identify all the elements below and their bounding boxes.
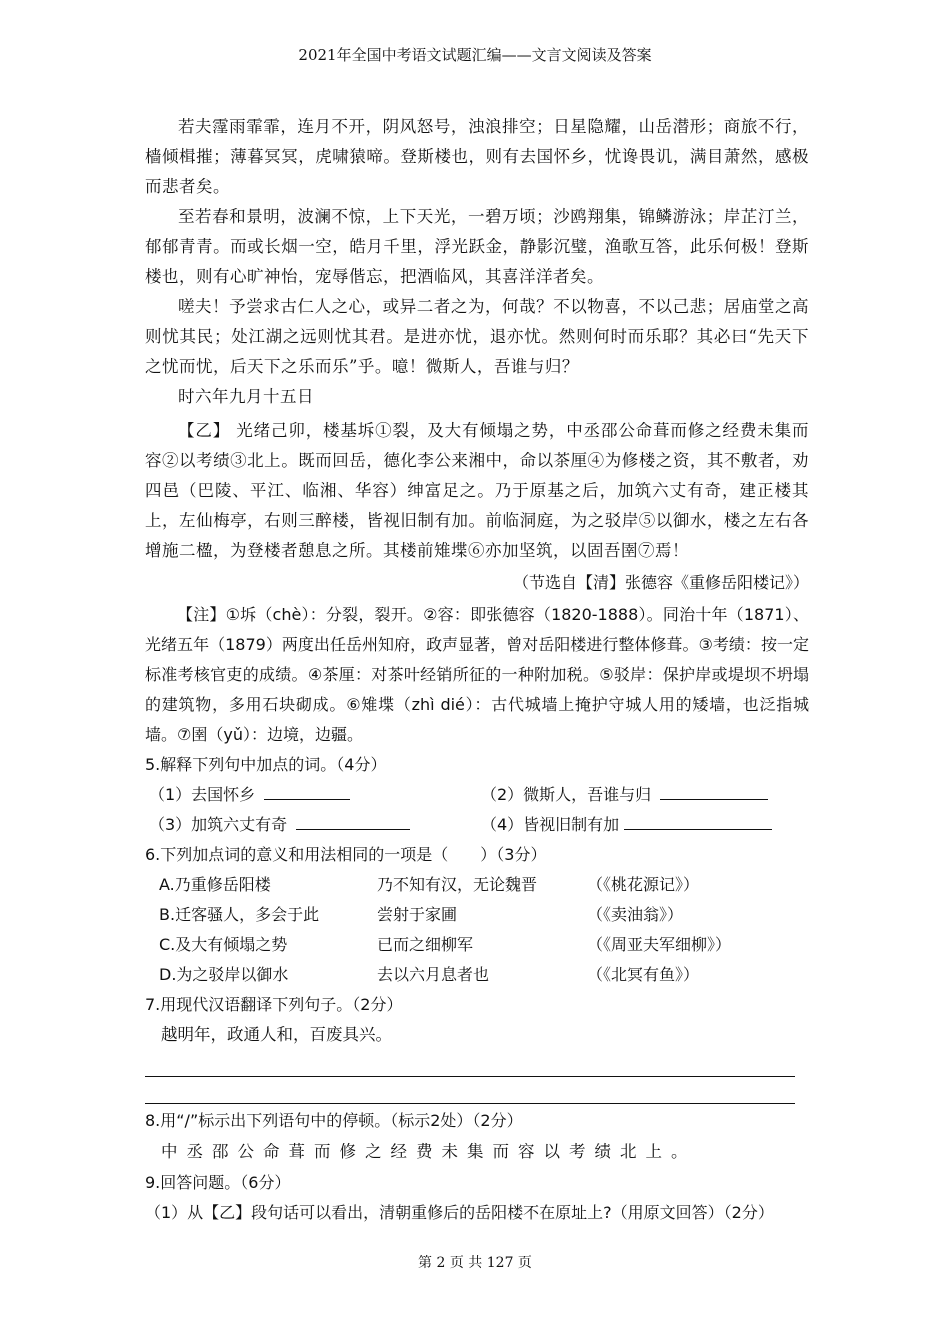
question-8-sentence: 中丞邵公命葺而修之经费未集而容以考绩北上。 bbox=[161, 1142, 697, 1161]
question-5-item-1-text: （1）去国怀乡 bbox=[149, 785, 256, 804]
option-c-compare: 已而之细柳军 bbox=[377, 935, 474, 954]
question-6-option-d[interactable] bbox=[145, 960, 809, 990]
passage-a-date: 时六年九月十五日 bbox=[178, 387, 314, 406]
page-footer: 第 2 页 共 127 页 bbox=[418, 1255, 532, 1271]
option-b-source: （《卖油翁》） bbox=[587, 905, 684, 924]
question-7-sentence: 越明年，政通人和，百废具兴。 bbox=[161, 1025, 392, 1044]
question-5-row-1 bbox=[145, 780, 809, 810]
question-7-stem: 7.用现代汉语翻译下列句子。（2分） bbox=[145, 995, 403, 1014]
option-d-compare: 去以六月息者也 bbox=[377, 965, 490, 984]
option-d-sentence: D.为之驳岸以御水 bbox=[159, 965, 289, 984]
question-5-stem: 5.解释下列句中加点的词。（4分） bbox=[145, 755, 387, 774]
answer-line-1[interactable] bbox=[145, 1050, 795, 1077]
question-5-item-2-text: （2）微斯人，吾谁与归 bbox=[481, 785, 652, 804]
option-c-source: （《周亚夫军细柳》） bbox=[587, 935, 732, 954]
option-c-sentence: C.及大有倾塌之势 bbox=[159, 935, 288, 954]
answer-blank[interactable] bbox=[660, 783, 768, 800]
answer-line-2[interactable] bbox=[145, 1077, 795, 1104]
passage-b-source: （节选自【清】张德容《重修岳阳楼记》） bbox=[512, 573, 809, 592]
question-6-option-b[interactable] bbox=[145, 900, 809, 930]
annotations: 【注】①坼（chè）：分裂，裂开。②容：即张德容（1820-1888）。同治十年（1871）、光绪五年（1879）两度出任岳州知府，政声显著，曾对岳阳楼进行整体修葺。③考绩：按一定标准考核官吏的成绩。④茶厘：对茶叶经销所征的一种附加税。⑤驳岸：保护岸或堤坝不坍塌的建筑物，多用石块砌成。⑥雉堞（zhì dié）：古代城墙上掩护守城人用的矮墙，也泛指城墙。⑦圉（yǔ）：边境，边疆。 bbox=[145, 605, 809, 744]
question-9-stem: 9.回答问题。（6分） bbox=[145, 1173, 291, 1192]
page-header: 2021年全国中考语文试题汇编——文言文阅读及答案 bbox=[298, 46, 652, 64]
question-9-sub-1: （1）从【乙】段句话可以看出，清朝重修后的岳阳楼不在原址上?（用原文回答）（2分） bbox=[145, 1203, 774, 1222]
answer-blank[interactable] bbox=[624, 813, 772, 830]
answer-blank[interactable] bbox=[296, 813, 410, 830]
passage-a-paragraph-1: 若夫霪雨霏霏，连月不开，阴风怒号，浊浪排空；日星隐耀，山岳潜形；商旅不行，樯倾楫摧；薄暮冥冥，虎啸猿啼。登斯楼也，则有去国怀乡，忧谗畏讥，满目萧然，感极而悲者矣。 bbox=[145, 117, 809, 196]
option-a-sentence: A.乃重修岳阳楼 bbox=[159, 875, 271, 894]
passage-a-paragraph-3: 嗟夫！予尝求古仁人之心，或异二者之为，何哉？不以物喜，不以己悲；居庙堂之高则忧其民；处江湖之远则忧其君。是进亦忧，退亦忧。然则何时而乐耶？其必曰“先天下之忧而忧，后天下之乐而乐”乎。噫！微斯人，吾谁与归？ bbox=[145, 297, 809, 376]
answer-blank[interactable] bbox=[264, 783, 350, 800]
question-5-item-1 bbox=[145, 780, 477, 810]
passage-a-paragraph-2: 至若春和景明，波澜不惊，上下天光，一碧万顷；沙鸥翔集，锦鳞游泳；岸芷汀兰，郁郁青青。而或长烟一空，皓月千里，浮光跃金，静影沉璧，渔歌互答，此乐何极！登斯楼也，则有心旷神怡，宠辱偕忘，把酒临风，其喜洋洋者矣。 bbox=[145, 207, 809, 286]
option-a-compare: 乃不知有汉，无论魏晋 bbox=[377, 875, 538, 894]
question-5-item-2 bbox=[477, 780, 809, 810]
option-a-source: （《桃花源记》） bbox=[587, 875, 700, 894]
option-d-source: （《北冥有鱼》） bbox=[587, 965, 700, 984]
option-b-sentence: B.迁客骚人，多会于此 bbox=[159, 905, 320, 924]
passage-b-text: 【乙】 光绪己卯，楼基坼①裂，及大有倾塌之势，中丞邵公命葺而修之经费未集而容②以考绩③北上。既而回岳，德化李公来湘中，命以茶厘④为修楼之资，其不敷者，劝四邑（巴陵、平江、临湘、华容）绅富足之。乃于原基之后，加筑六丈有奇，建正楼其上，左仙梅亭，右则三醉楼，皆视旧制有加。前临洞庭，为之驳岸⑤以御水，楼之左右各增施二楹，为登楼者憩息之所。其楼前雉堞⑥亦加坚筑，以固吾圉⑦焉！ bbox=[145, 421, 809, 560]
document-body bbox=[145, 112, 809, 1228]
question-5-item-4 bbox=[477, 810, 809, 840]
question-5-item-4-text: （4）皆视旧制有加 bbox=[481, 815, 620, 834]
question-6-option-a[interactable] bbox=[145, 870, 809, 900]
question-6-stem: 6.下列加点词的意义和用法相同的一项是（ ）（3分） bbox=[145, 845, 547, 864]
question-5-item-3-text: （3）加筑六丈有奇 bbox=[149, 815, 288, 834]
question-5-row-2 bbox=[145, 810, 809, 840]
question-5-item-3 bbox=[145, 810, 477, 840]
option-b-compare: 尝射于家圃 bbox=[377, 905, 458, 924]
question-8-stem: 8.用“/”标示出下列语句中的停顿。（标示2处）（2分） bbox=[145, 1111, 523, 1130]
question-6-option-c[interactable] bbox=[145, 930, 809, 960]
